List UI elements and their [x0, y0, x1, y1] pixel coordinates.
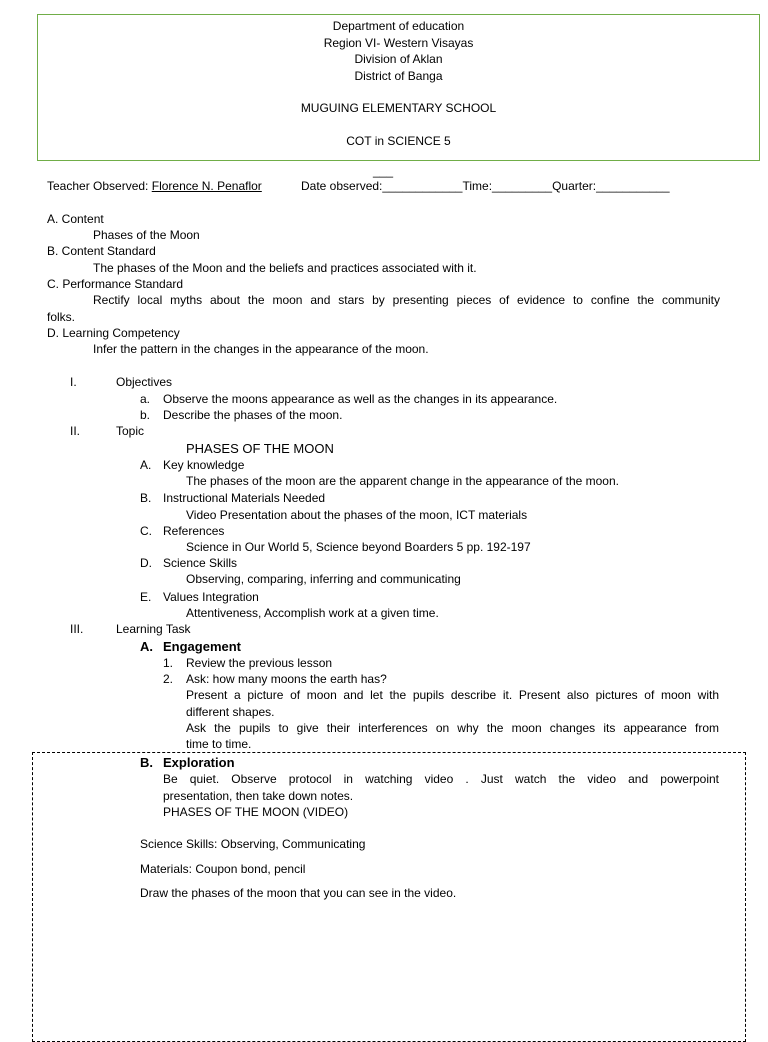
teacher-observed-line: [47, 179, 262, 194]
draw-instruction-line: Draw the phases of the moon that you can see in the video.: [140, 886, 457, 900]
topic-e-text: Attentiveness, Accomplish work at a given time.: [186, 606, 439, 620]
subject-title: COT in SCIENCE 5: [346, 134, 451, 148]
section-c-label: C. Performance Standard: [47, 277, 184, 291]
objective-a-marker: a.: [140, 392, 151, 406]
observation-mark: ___: [373, 164, 394, 178]
engagement-item1-marker: 1.: [163, 656, 174, 670]
topic-c-label: References: [163, 524, 225, 538]
engagement-item2-text: Ask: how many moons the earth has?: [186, 672, 387, 686]
exploration-marker: B.: [140, 755, 153, 770]
topic-e-marker: E.: [140, 590, 152, 604]
header-line-district: District of Banga: [354, 69, 443, 83]
topic-c-text: Science in Our World 5, Science beyond Boarders 5 pp. 192-197: [186, 540, 531, 554]
learning-task-number: III.: [70, 622, 84, 636]
exploration-line2: presentation, then take down notes.: [163, 789, 354, 803]
topic-d-marker: D.: [140, 556, 152, 570]
header-line-department: Department of education: [332, 19, 465, 33]
topic-label: Topic: [116, 424, 145, 438]
engagement-item1-text: Review the previous lesson: [186, 656, 333, 670]
engagement-paragraph1-line2: different shapes.: [186, 705, 275, 719]
topic-number: II.: [70, 424, 81, 438]
objectives-label: Objectives: [116, 375, 173, 389]
section-c-text-line1: Rectify local myths about the moon and stars by presenting pieces of evidence to confine the community: [93, 293, 720, 307]
topic-b-text: Video Presentation about the phases of the moon, ICT materials: [186, 508, 528, 522]
topic-d-text: Observing, comparing, inferring and communicating: [186, 572, 461, 586]
engagement-paragraph1-line1: Present a picture of moon and let the pupils describe it. Present also pictures of moon with: [186, 688, 719, 702]
section-d-label: D. Learning Competency: [47, 326, 180, 340]
section-a-text: Phases of the Moon: [93, 228, 200, 242]
exploration-line3: PHASES OF THE MOON (VIDEO): [163, 805, 349, 819]
topic-a-marker: A.: [140, 458, 152, 472]
exploration-label: Exploration: [163, 755, 235, 770]
science-skills-line: Science Skills: Observing, Communicating: [140, 837, 366, 851]
date-time-quarter-line: Date observed:____________Time:_________Quarter:___________: [301, 179, 670, 193]
section-b-text: The phases of the Moon and the beliefs and practices associated with it.: [93, 261, 477, 275]
section-c-text-line2: folks.: [47, 310, 76, 324]
engagement-item2-marker: 2.: [163, 672, 174, 686]
topic-b-marker: B.: [140, 491, 152, 505]
section-b-label: B. Content Standard: [47, 244, 156, 258]
topic-d-label: Science Skills: [163, 556, 238, 570]
objective-a-text: Observe the moons appearance as well as the changes in its appearance.: [163, 392, 558, 406]
engagement-marker: A.: [140, 639, 153, 654]
topic-e-label: Values Integration: [163, 590, 259, 604]
topic-c-marker: C.: [140, 524, 152, 538]
objective-b-marker: b.: [140, 408, 151, 422]
teacher-observed-label: Teacher Observed:: [47, 179, 149, 193]
engagement-paragraph2-line1: Ask the pupils to give their interferences on why the moon changes its appearance from: [186, 721, 719, 735]
header-line-division: Division of Aklan: [354, 52, 443, 66]
materials-line: Materials: Coupon bond, pencil: [140, 862, 306, 876]
section-d-text: Infer the pattern in the changes in the appearance of the moon.: [93, 342, 429, 356]
topic-title: PHASES OF THE MOON: [186, 441, 334, 456]
topic-b-label: Instructional Materials Needed: [163, 491, 326, 505]
topic-a-text: The phases of the moon are the apparent change in the appearance of the moon.: [186, 474, 619, 488]
teacher-name: Florence N. Penaflor: [151, 179, 262, 193]
learning-task-label: Learning Task: [116, 622, 191, 636]
engagement-label: Engagement: [163, 639, 242, 654]
section-a-label: A. Content: [47, 212, 104, 226]
header-line-region: Region VI- Western Visayas: [323, 36, 474, 50]
engagement-paragraph2-line2: time to time.: [186, 737, 252, 751]
topic-a-label: Key knowledge: [163, 458, 245, 472]
objectives-number: I.: [70, 375, 77, 389]
school-name: MUGUING ELEMENTARY SCHOOL: [300, 101, 497, 115]
objective-b-text: Describe the phases of the moon.: [163, 408, 343, 422]
exploration-line1: Be quiet. Observe protocol in watching video . Just watch the video and powerpoint: [163, 772, 719, 786]
